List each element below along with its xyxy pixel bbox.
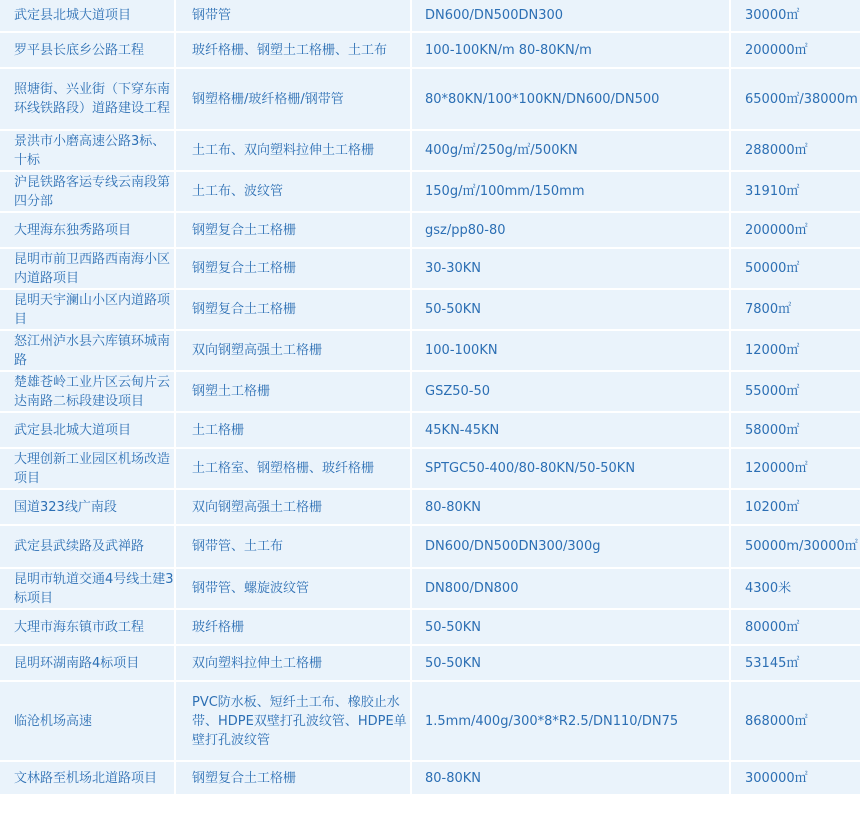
cell-quantity: 65000㎡/38000m: [731, 69, 860, 131]
cell-project-name: 昆明市前卫西路西南海小区内道路项目: [0, 249, 176, 290]
cell-quantity: 80000㎡: [731, 610, 860, 646]
cell-spec: 50-50KN: [412, 290, 731, 331]
table-row: [0, 526, 860, 569]
table-row: [0, 249, 860, 290]
cell-quantity: 200000㎡: [731, 33, 860, 69]
cell-quantity: 120000㎡: [731, 449, 860, 490]
table-row: [0, 610, 860, 646]
cell-spec: SPTGC50-400/80-80KN/50-50KN: [412, 449, 731, 490]
table-row: [0, 490, 860, 526]
cell-spec: 400g/㎡/250g/㎡/500KN: [412, 131, 731, 172]
cell-product: 玻纤格栅: [176, 610, 412, 646]
table-row: [0, 33, 860, 69]
table-row: [0, 290, 860, 331]
cell-project-name: 文林路至机场北道路项目: [0, 762, 176, 796]
cell-quantity: 55000㎡: [731, 372, 860, 413]
cell-project-name: 照塘街、兴业街（下穿东南环线铁路段）道路建设工程: [0, 69, 176, 131]
cell-spec: gsz/pp80-80: [412, 213, 731, 249]
cell-product: 钢塑复合土工格栅: [176, 290, 412, 331]
cell-quantity: 7800㎡: [731, 290, 860, 331]
cell-spec: 1.5mm/400g/300*8*R2.5/DN110/DN75: [412, 682, 731, 762]
cell-spec: 50-50KN: [412, 610, 731, 646]
cell-quantity: 300000㎡: [731, 762, 860, 796]
cell-project-name: 国道323线广南段: [0, 490, 176, 526]
cell-project-name: 昆明环湖南路4标项目: [0, 646, 176, 682]
cell-spec: 80*80KN/100*100KN/DN600/DN500: [412, 69, 731, 131]
cell-product: 钢塑复合土工格栅: [176, 762, 412, 796]
cell-product: 钢带管、螺旋波纹管: [176, 569, 412, 610]
table-row: [0, 682, 860, 762]
cell-product: 玻纤格栅、钢塑土工格栅、土工布: [176, 33, 412, 69]
cell-product: 土工布、波纹管: [176, 172, 412, 213]
table-row: [0, 646, 860, 682]
cell-project-name: 罗平县长底乡公路工程: [0, 33, 176, 69]
cell-project-name: 武定县北城大道项目: [0, 413, 176, 449]
cell-product: 钢塑复合土工格栅: [176, 249, 412, 290]
cell-quantity: 288000㎡: [731, 131, 860, 172]
cell-product: 土工格栅: [176, 413, 412, 449]
table-row: [0, 131, 860, 172]
cell-spec: DN800/DN800: [412, 569, 731, 610]
cell-project-name: 武定县北城大道项目: [0, 0, 176, 33]
table-row: [0, 449, 860, 490]
table-row: [0, 69, 860, 131]
cell-spec: 80-80KN: [412, 762, 731, 796]
cell-product: 双向钢塑高强土工格栅: [176, 490, 412, 526]
cell-product: 钢塑土工格栅: [176, 372, 412, 413]
cell-quantity: 200000㎡: [731, 213, 860, 249]
cell-product: 钢塑格栅/玻纤格栅/钢带管: [176, 69, 412, 131]
cell-quantity: 50000m/30000㎡: [731, 526, 860, 569]
table-row: [0, 762, 860, 796]
cell-quantity: 10200㎡: [731, 490, 860, 526]
cell-quantity: 53145㎡: [731, 646, 860, 682]
cell-project-name: 沪昆铁路客运专线云南段第四分部: [0, 172, 176, 213]
cell-project-name: 昆明天宇澜山小区内道路项目: [0, 290, 176, 331]
cell-spec: 150g/㎡/100mm/150mm: [412, 172, 731, 213]
cell-spec: 45KN-45KN: [412, 413, 731, 449]
cell-product: 双向塑料拉伸土工格栅: [176, 646, 412, 682]
cell-project-name: 临沧机场高速: [0, 682, 176, 762]
cell-spec: 100-100KN/m 80-80KN/m: [412, 33, 731, 69]
cell-spec: DN600/DN500DN300/300g: [412, 526, 731, 569]
table-row: [0, 331, 860, 372]
cell-project-name: 景洪市小磨高速公路3标、十标: [0, 131, 176, 172]
cell-quantity: 4300米: [731, 569, 860, 610]
cell-product: 土工格室、钢塑格栅、玻纤格栅: [176, 449, 412, 490]
cell-quantity: 30000㎡: [731, 0, 860, 33]
cell-project-name: 大理海东独秀路项目: [0, 213, 176, 249]
cell-product: 土工布、双向塑料拉伸土工格栅: [176, 131, 412, 172]
cell-product: 钢带管: [176, 0, 412, 33]
cell-spec: GSZ50-50: [412, 372, 731, 413]
cell-quantity: 868000㎡: [731, 682, 860, 762]
cell-quantity: 50000㎡: [731, 249, 860, 290]
table-row: [0, 0, 860, 33]
cell-quantity: 58000㎡: [731, 413, 860, 449]
cell-product: 钢塑复合土工格栅: [176, 213, 412, 249]
cell-spec: 50-50KN: [412, 646, 731, 682]
table-row: [0, 372, 860, 413]
table-row: [0, 172, 860, 213]
table-row: [0, 413, 860, 449]
cell-spec: 30-30KN: [412, 249, 731, 290]
cell-quantity: 31910㎡: [731, 172, 860, 213]
table-row: [0, 569, 860, 610]
table-row: [0, 213, 860, 249]
cell-spec: DN600/DN500DN300: [412, 0, 731, 33]
cell-project-name: 昆明市轨道交通4号线土建3标项目: [0, 569, 176, 610]
cell-product: 双向钢塑高强土工格栅: [176, 331, 412, 372]
cell-product: PVC防水板、短纤土工布、橡胶止水带、HDPE双壁打孔波纹管、HDPE单壁打孔波纹管: [176, 682, 412, 762]
cell-spec: 100-100KN: [412, 331, 731, 372]
cell-project-name: 怒江州泸水县六库镇环城南路: [0, 331, 176, 372]
cell-quantity: 12000㎡: [731, 331, 860, 372]
cell-project-name: 大理创新工业园区机场改造项目: [0, 449, 176, 490]
cell-project-name: 武定县武续路及武禅路: [0, 526, 176, 569]
cell-product: 钢带管、土工布: [176, 526, 412, 569]
cell-spec: 80-80KN: [412, 490, 731, 526]
cell-project-name: 大理市海东镇市政工程: [0, 610, 176, 646]
cell-project-name: 楚雄苍岭工业片区云甸片云达南路二标段建设项目: [0, 372, 176, 413]
